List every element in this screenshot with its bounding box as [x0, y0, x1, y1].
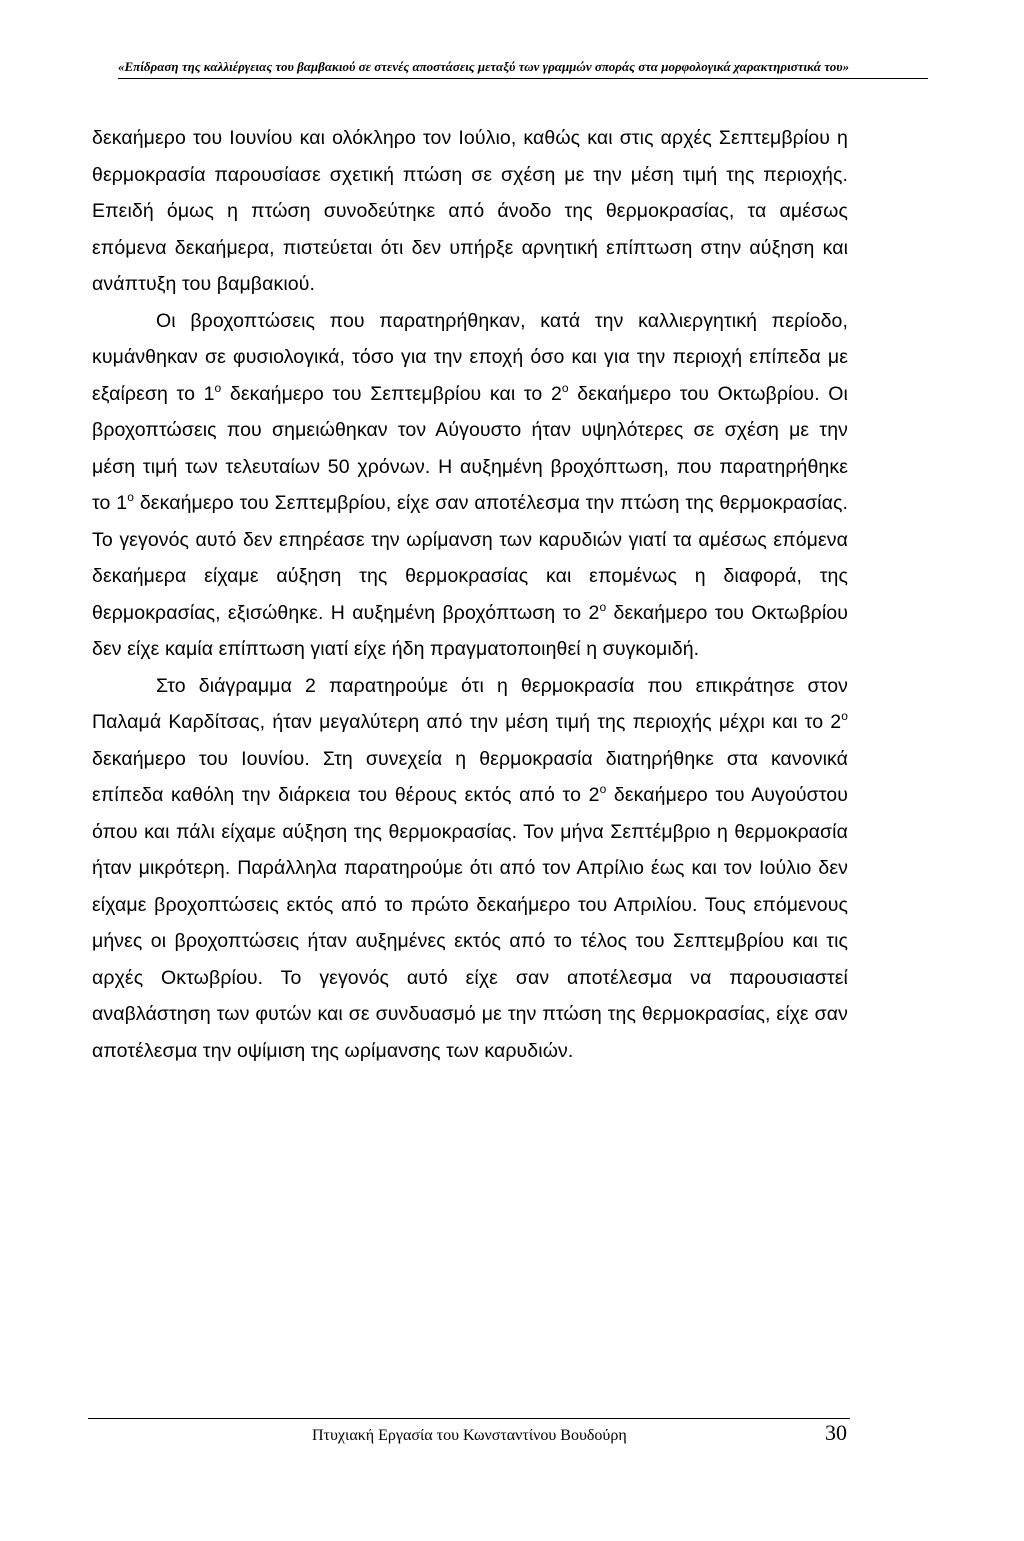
ordinal-superscript: ο	[214, 380, 222, 395]
text-segment: δεκαήμερο του Αυγούστου όπου και πάλι είχαμε αύξηση της θερμοκρασίας. Τον μήνα Σεπτέμβριο η θερμοκρασία ήταν μικρότερη. Παράλληλα παρατηρούμε ότι από τον Απρίλιο έως και τον Ιούλιο δεν είχαμε βροχοπτώσεις εκτός από το πρώτο δεκαήμερο του Απριλίου. Τους επόμενους μήνες οι βροχοπτώσεις ήταν αυξημένες εκτός από το τέλος του Σεπτεμβρίου και τις αρχές Οκτωβρίου. Το γεγονός αυτό είχε σαν αποτέλεσμα να παρουσιαστεί αναβλάστηση των φυτών και σε συνδυασμό με την πτώση της θερμοκρασίας, είχε σαν αποτέλεσμα την οψίμιση της ωρίμανσης των καρυδιών.	[92, 784, 848, 1062]
paragraph-2	[92, 303, 848, 668]
paragraph-3	[92, 668, 848, 1070]
running-header: «Επίδραση της καλλιέργειας του βαμβακιού σε στενές αποστάσεις μεταξύ των γραμμών σποράς στα μορφολογικά χαρακτηριστικά του»	[118, 58, 928, 79]
text-segment: δεκαήμερο του Σεπτεμβρίου, είχε σαν αποτέλεσμα την πτώση της θερμοκρασίας. Το γεγονός αυτό δεν επηρέασε την ωρίμανση των καρυδιών γιατί τα αμέσως επόμενα δεκαήμερα είχαμε αύξηση της θερμοκρασίας και επομένως η διαφορά, της θερμοκρασίας, εξισώθηκε. Η αυξημένη βροχόπτωση το 2	[92, 492, 848, 624]
page-number: 30	[825, 1420, 847, 1445]
ordinal-superscript: ο	[599, 599, 607, 614]
text-segment: δεκαήμερο του Ιουνίου και ολόκληρο τον Ιούλιο, καθώς και στις αρχές Σεπτεμβρίου η θερμοκρασία παρουσίασε σχετική πτώση σε σχέση με την μέση τιμή της περιοχής. Επειδή όμως η πτώση συνοδεύτηκε από άνοδο της θερμοκρασίας, τα αμέσως επόμενα δεκαήμερα, πιστεύεται ότι δεν υπήρξε αρνητική επίπτωση στην αύξηση και ανάπτυξη του βαμβακιού.	[92, 127, 848, 295]
footer-text: Πτυχιακή Εργασία του Κωνσταντίνου Βουδούρη	[312, 1427, 627, 1444]
ordinal-superscript: ο	[841, 709, 848, 723]
text-segment: δεκαήμερο του Σεπτεμβρίου και το 2	[221, 382, 562, 405]
footer-rule	[88, 1418, 850, 1419]
text-segment: δεκαήμερο του Οκτωβρίου δεν είχε καμία επίπτωση γιατί είχε ήδη πραγματοποιηθεί η συγκομιδή.	[92, 601, 848, 660]
ordinal-superscript: ο	[127, 490, 135, 504]
ordinal-superscript: ο	[561, 380, 569, 395]
text-segment: δεκαήμερο του Οκτωβρίου. Οι βροχοπτώσεις που σημειώθηκαν τον Αύγουστο ήταν υψηλότερες σε σχέση με την μέση τιμή των τελευταίων 50 χρόνων. Η αυξημένη βροχόπτωση, που παρατηρήθηκε το 1	[92, 382, 848, 514]
ordinal-superscript: ο	[599, 782, 607, 796]
text-segment: δεκαήμερο του Ιουνίου. Στη συνεχεία η θερμοκρασία διατηρήθηκε στα κανονικά επίπεδα καθόλη την διάρκεια του θέρους εκτός από το 2	[92, 747, 848, 806]
body-text	[92, 120, 848, 1069]
paragraph-1	[92, 120, 848, 303]
text-segment: Οι βροχοπτώσεις που παρατηρήθηκαν, κατά την καλλιεργητική περίοδο, κυμάνθηκαν σε φυσιολογικά, τόσο για την εποχή όσο και για την περιοχή επίπεδα με εξαίρεση το 1	[92, 309, 848, 405]
text-segment: Στο διάγραμμα 2 παρατηρούμε ότι η θερμοκρασία που επικράτησε στον Παλαμά Καρδίτσας, ήταν μεγαλύτερη από την μέση τιμή της περιοχής μέχρι και το 2	[92, 674, 848, 733]
